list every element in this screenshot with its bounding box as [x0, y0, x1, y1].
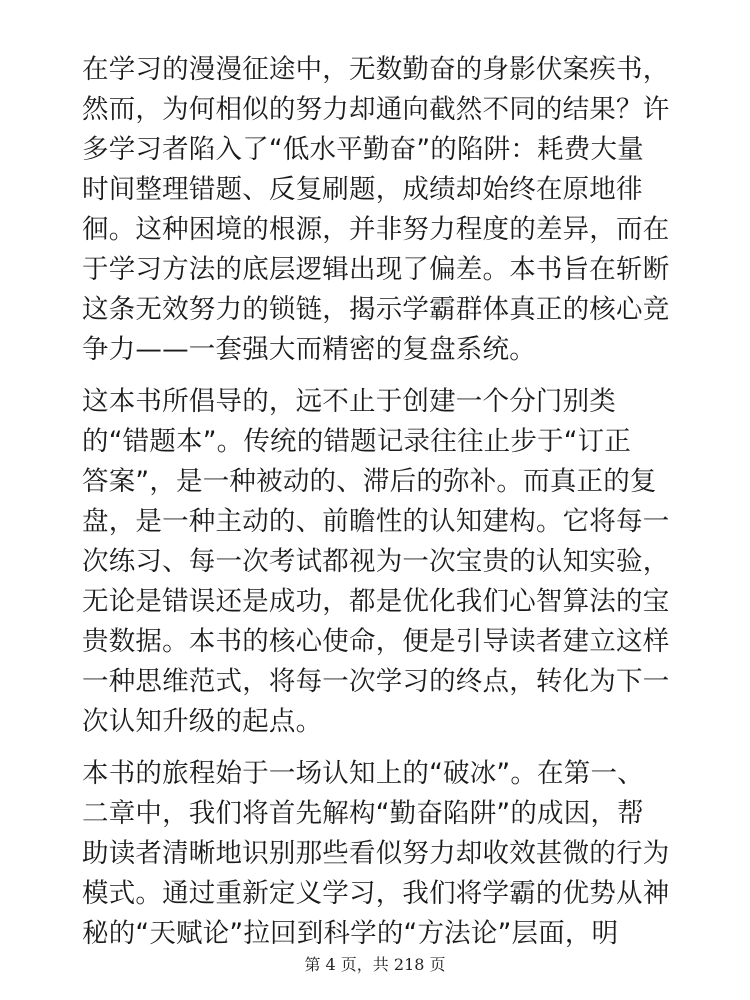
text-line: 盘，是一种主动的、前瞻性的认知建构。它将每一	[82, 506, 670, 537]
text-line: 无论是错误还是成功，都是优化我们心智算法的宝	[82, 586, 670, 617]
body-text	[82, 50, 672, 966]
paragraph-3	[82, 754, 672, 954]
text-line: 时间整理错题、反复刷题，成绩却始终在原地徘	[82, 174, 643, 205]
text-line: 的“错题本”。传统的错题记录往往止步于“订正	[82, 426, 632, 457]
text-line: 在学习的漫漫征途中，无数勤奋的身影伏案疾书，	[82, 54, 670, 85]
text-line: 这条无效努力的锁链，揭示学霸群体真正的核心竞	[82, 294, 670, 325]
text-line: 本书的旅程始于一场认知上的“破冰”。在第一、	[82, 758, 644, 789]
text-line: 这本书所倡导的，远不止于创建一个分门别类	[82, 386, 616, 417]
text-line: 秘的“天赋论”拉回到科学的“方法论”层面，明	[82, 918, 619, 949]
text-line: 多学习者陷入了“低水平勤奋”的陷阱：耗费大量	[82, 134, 644, 165]
text-line: 贵数据。本书的核心使命，便是引导读者建立这样	[82, 626, 670, 657]
page-number-footer: 第 4 页，共 218 页	[304, 955, 446, 974]
text-line: 助读者清晰地识别那些看似努力却收效甚微的行为	[82, 838, 670, 869]
text-line: 次练习、每一次考试都视为一次宝贵的认知实验，	[82, 546, 670, 577]
text-line: 徊。这种困境的根源，并非努力程度的差异，而在	[82, 214, 670, 245]
text-line: 然而，为何相似的努力却通向截然不同的结果？许	[82, 94, 670, 125]
text-line: 模式。通过重新定义学习，我们将学霸的优势从神	[82, 878, 670, 909]
text-line: 于学习方法的底层逻辑出现了偏差。本书旨在斩断	[82, 254, 670, 285]
paragraph-1	[82, 50, 672, 370]
text-line: 答案”，是一种被动的、滞后的弥补。而真正的复	[82, 466, 657, 497]
text-line: 争力——一套强大而精密的复盘系统。	[82, 334, 536, 365]
text-line: 次认知升级的起点。	[82, 706, 323, 737]
text-line: 一种思维范式，将每一次学习的终点，转化为下一	[82, 666, 670, 697]
text-line: 二章中，我们将首先解构“勤奋陷阱”的成因，帮	[82, 798, 644, 829]
paragraph-2	[82, 382, 672, 742]
